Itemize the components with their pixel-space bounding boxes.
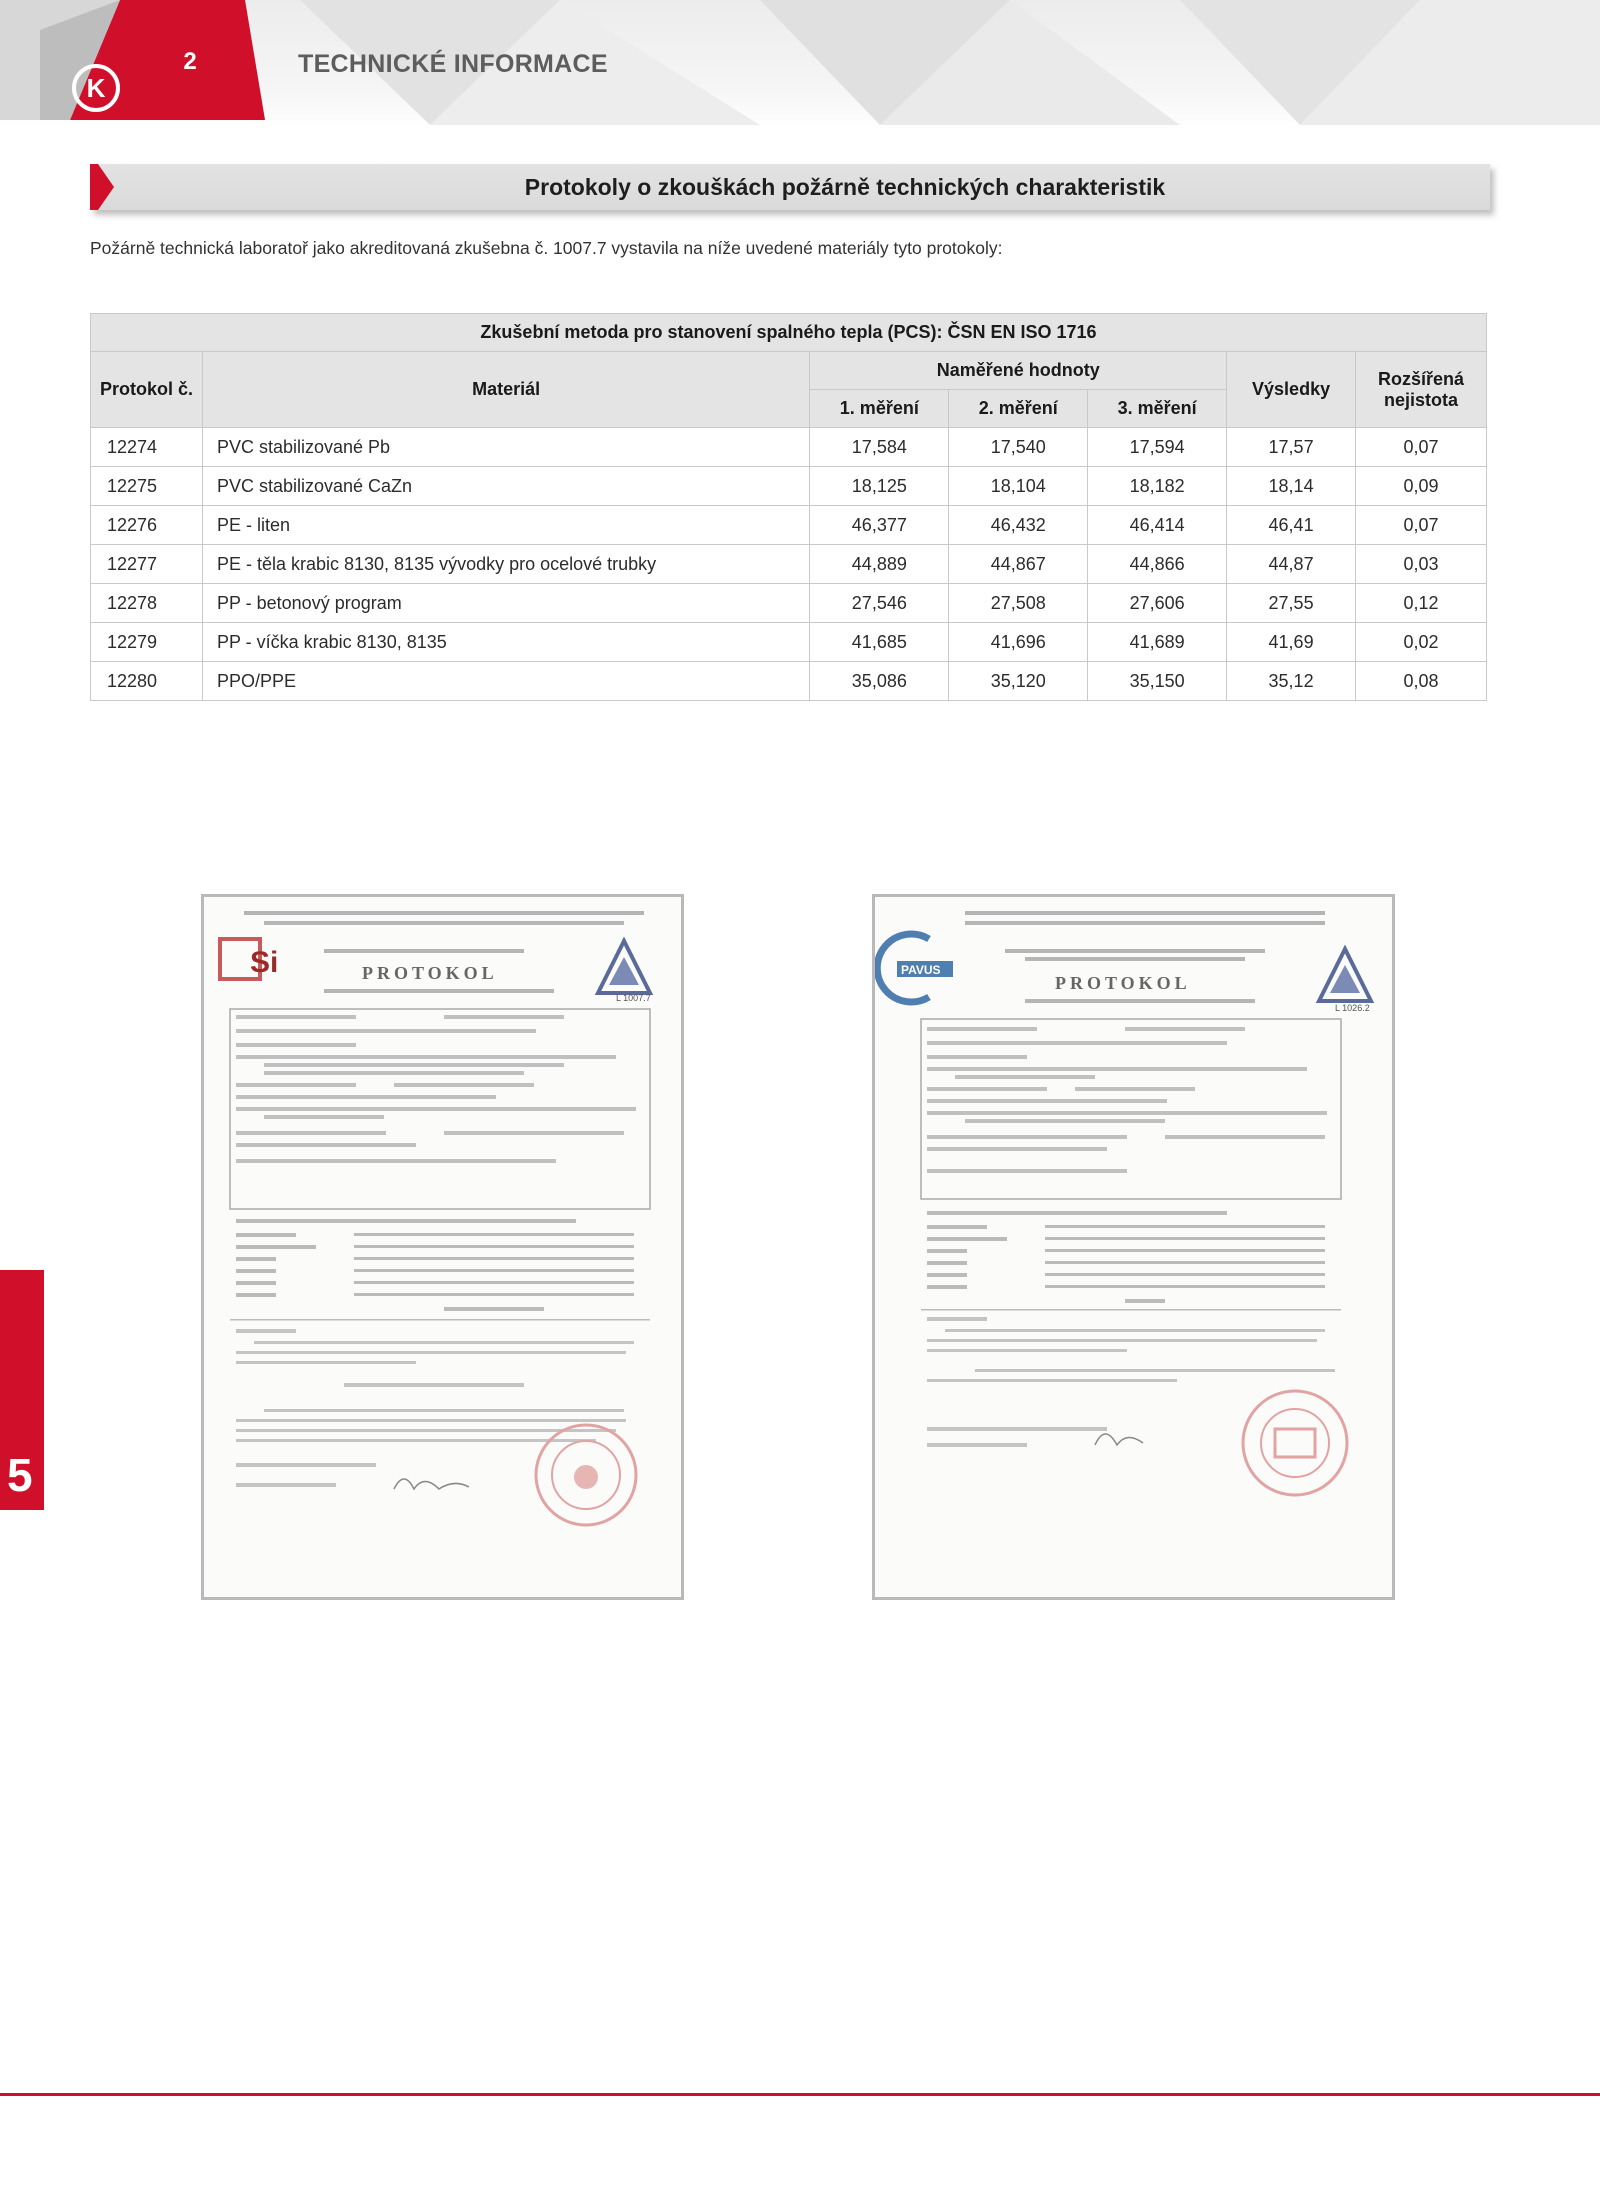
section-banner [90,164,1490,210]
svg-text:L 1007.7: L 1007.7 [616,993,651,1003]
banner-arrow-icon [90,164,116,210]
certificate-document-image [875,897,1392,1597]
certificate-scan-right [872,894,1395,1600]
svg-text:PAVUS: PAVUS [901,963,941,977]
results-table [90,313,1487,701]
cell-m3: 18,182 [1088,467,1227,506]
cell-m2: 18,104 [949,467,1088,506]
table-row [91,545,1487,584]
svg-text:PROTOKOL: PROTOKOL [362,963,498,983]
table-row [91,428,1487,467]
cell-m3: 17,594 [1088,428,1227,467]
cell-uncertainty: 0,12 [1356,584,1487,623]
cell-result: 27,55 [1227,584,1356,623]
table-row [91,662,1487,701]
cell-m1: 18,125 [810,467,949,506]
cell-m1: 41,685 [810,623,949,662]
cell-m2: 44,867 [949,545,1088,584]
cell-m2: 27,508 [949,584,1088,623]
pavus-logo-icon [877,934,953,1002]
header-protokol: Protokol č. [91,352,203,428]
cell-m1: 35,086 [810,662,949,701]
brand-corner [0,0,300,126]
header-uncertainty: Rozšířená nejistota [1356,352,1487,428]
svg-text:Si: Si [250,946,279,979]
cell-result: 17,57 [1227,428,1356,467]
accreditation-mark-icon [1319,949,1371,1013]
header-material: Materiál [202,352,809,428]
header-result: Výsledky [1227,352,1356,428]
header-m2: 2. měření [949,390,1088,428]
certificate-document-image [204,897,681,1597]
cell-result: 18,14 [1227,467,1356,506]
cell-protokol: 12280 [91,662,203,701]
cell-material: PPO/PPE [202,662,809,701]
svg-text:K: K [86,73,106,103]
cell-protokol: 12277 [91,545,203,584]
table-row [91,467,1487,506]
cell-m3: 44,866 [1088,545,1227,584]
chapter-tab [0,1270,44,1510]
section-title: Protokoly o zkouškách požárně technických charakteristik [524,174,1166,200]
cell-result: 44,87 [1227,545,1356,584]
cell-m1: 46,377 [810,506,949,545]
cell-m1: 17,584 [810,428,949,467]
stamp-icon [1243,1391,1347,1495]
svg-text:L 1026.2: L 1026.2 [1335,1003,1370,1013]
cell-protokol: 12276 [91,506,203,545]
header-measured: Naměřené hodnoty [810,352,1227,390]
cell-uncertainty: 0,02 [1356,623,1487,662]
header-m1: 1. měření [810,390,949,428]
cell-m1: 27,546 [810,584,949,623]
cell-uncertainty: 0,07 [1356,506,1487,545]
cell-m2: 35,120 [949,662,1088,701]
stamp-icon [536,1425,636,1525]
svg-text:PROTOKOL: PROTOKOL [1055,973,1191,993]
chapter-number: 5 [7,1449,33,1501]
cell-m2: 17,540 [949,428,1088,467]
cell-protokol: 12274 [91,428,203,467]
cell-material: PP - víčka krabic 8130, 8135 [202,623,809,662]
cell-uncertainty: 0,07 [1356,428,1487,467]
cell-result: 46,41 [1227,506,1356,545]
table-row [91,506,1487,545]
cell-material: PP - betonový program [202,584,809,623]
table-caption: Zkušební metoda pro stanovení spalného tepla (PCS): ČSN EN ISO 1716 [91,314,1487,352]
cell-uncertainty: 0,09 [1356,467,1487,506]
cell-m2: 46,432 [949,506,1088,545]
cell-uncertainty: 0,03 [1356,545,1487,584]
cell-result: 41,69 [1227,623,1356,662]
cell-m3: 41,689 [1088,623,1227,662]
certificate-scan-left [201,894,684,1600]
cell-material: PE - těla krabic 8130, 8135 vývodky pro ocelové trubky [202,545,809,584]
page-number: 2 [183,48,197,75]
cell-material: PVC stabilizované CaZn [202,467,809,506]
cell-result: 35,12 [1227,662,1356,701]
cell-protokol: 12278 [91,584,203,623]
footer-divider [0,2093,1600,2096]
table-row [91,584,1487,623]
cell-uncertainty: 0,08 [1356,662,1487,701]
accreditation-mark-icon [598,941,651,1003]
cell-m3: 35,150 [1088,662,1227,701]
table-row [91,623,1487,662]
cell-material: PVC stabilizované Pb [202,428,809,467]
cell-material: PE - liten [202,506,809,545]
cell-protokol: 12275 [91,467,203,506]
cell-m3: 27,606 [1088,584,1227,623]
cell-protokol: 12279 [91,623,203,662]
cell-m2: 41,696 [949,623,1088,662]
cell-m1: 44,889 [810,545,949,584]
page-title: TECHNICKÉ INFORMACE [298,50,608,78]
cell-m3: 46,414 [1088,506,1227,545]
header-m3: 3. měření [1088,390,1227,428]
intro-text: Požárně technická laboratoř jako akreditovaná zkušebna č. 1007.7 vystavila na níže uvedené materiály tyto protokoly: [90,238,1003,258]
